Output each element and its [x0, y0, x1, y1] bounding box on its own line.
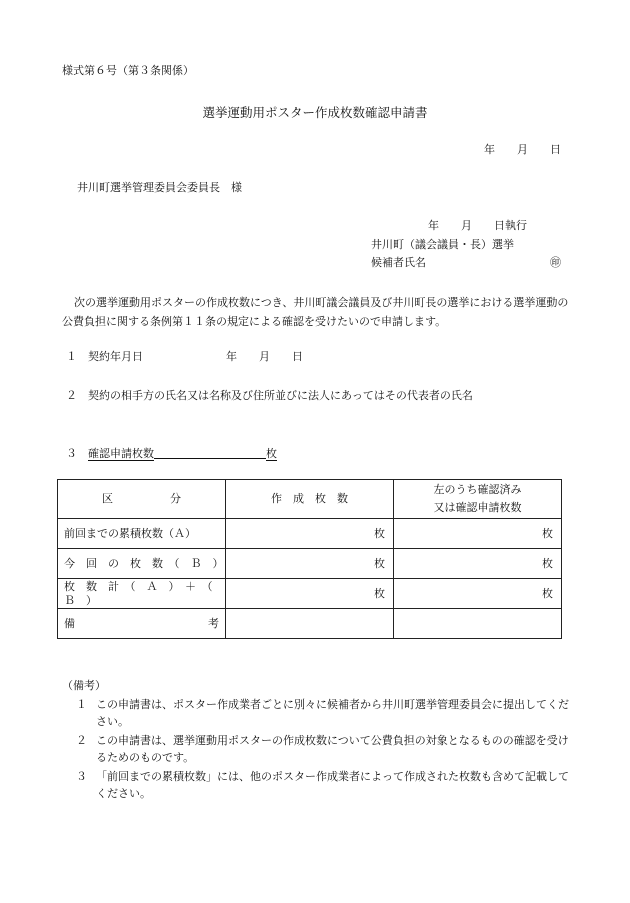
confirmed-count-cell[interactable]: 枚	[394, 549, 562, 579]
addressee: 井川町選挙管理委員会委員長 様	[77, 181, 242, 194]
candidate-name-label: 候補者氏名	[371, 256, 426, 269]
created-count-cell[interactable]: 枚	[226, 549, 394, 579]
created-count-cell[interactable]: 枚	[226, 579, 394, 609]
requested-count-number: ３	[66, 447, 77, 460]
remarks-label: 備 考	[58, 609, 226, 639]
remarks-cell-2[interactable]	[394, 609, 562, 639]
remarks-cell[interactable]	[226, 609, 394, 639]
seal-mark: ㊞	[550, 256, 561, 269]
note-item: １ この申請書は、ポスター作成業者ごとに別々に候補者から井川町選挙管理委員会に提出してください。	[76, 698, 569, 729]
note-item: ２ この申請書は、選挙運動用ポスターの作成枚数について公費負担の対象となるものの確認を受けるためのものです。	[76, 734, 569, 765]
notes-section	[62, 679, 578, 804]
table-row	[58, 549, 562, 579]
requested-count-unit: 枚	[266, 447, 277, 460]
note-item: ３ 「前回までの累積枚数」には、他のポスター作成業者によって作成された枚数も含めて記載してください。	[76, 770, 569, 801]
row-label: 枚 数 計 （ Ａ ） ＋ （ Ｂ ）	[58, 579, 226, 609]
form-number: 様式第６号（第３条関係）	[62, 64, 194, 77]
application-body-text: 次の選挙運動用ポスターの作成枚数につき、井川町議会議員及び井川町長の選挙における選挙運動の公費負担に関する条例第１１条の規定による確認を受けたいので申請します。	[62, 296, 569, 328]
header-confirmed-count: 左のうち確認済み 又は確認申請枚数	[394, 480, 562, 519]
row-label: 今 回 の 枚 数 （ Ｂ ）	[58, 549, 226, 579]
confirmed-count-cell[interactable]: 枚	[394, 579, 562, 609]
contract-party-item: ２ 契約の相手方の氏名又は名称及び住所並びに法人にあってはその代表者の氏名	[66, 389, 473, 402]
candidate-name-line	[371, 256, 561, 269]
requested-count-blank[interactable]	[154, 446, 266, 459]
poster-count-table	[57, 479, 562, 639]
remarks-row	[58, 609, 562, 639]
date-year: 年	[484, 143, 495, 156]
table-row	[58, 579, 562, 609]
election-type: 井川町（議会議員・長）選挙	[371, 238, 514, 251]
table-row	[58, 519, 562, 549]
notes-heading: （備考）	[62, 679, 106, 692]
header-division: 区 分	[58, 480, 226, 519]
confirmed-count-cell[interactable]: 枚	[394, 519, 562, 549]
contract-date-value: 年 月 日	[226, 350, 303, 363]
contract-date-label: １ 契約年月日	[66, 350, 143, 363]
table-header-row	[58, 480, 562, 519]
contract-date-item	[66, 350, 303, 363]
page-title: 選挙運動用ポスター作成枚数確認申請書	[202, 105, 428, 120]
submission-date	[484, 143, 561, 156]
date-day: 日	[550, 143, 561, 156]
requested-count-label: 確認申請枚数	[88, 447, 154, 460]
date-month: 月	[517, 143, 528, 156]
row-label: 前回までの累積枚数（Ａ）	[58, 519, 226, 549]
created-count-cell[interactable]: 枚	[226, 519, 394, 549]
header-created-count: 作 成 枚 数	[226, 480, 394, 519]
election-execution-date: 年 月 日執行	[428, 219, 527, 232]
requested-count-item	[66, 446, 277, 460]
